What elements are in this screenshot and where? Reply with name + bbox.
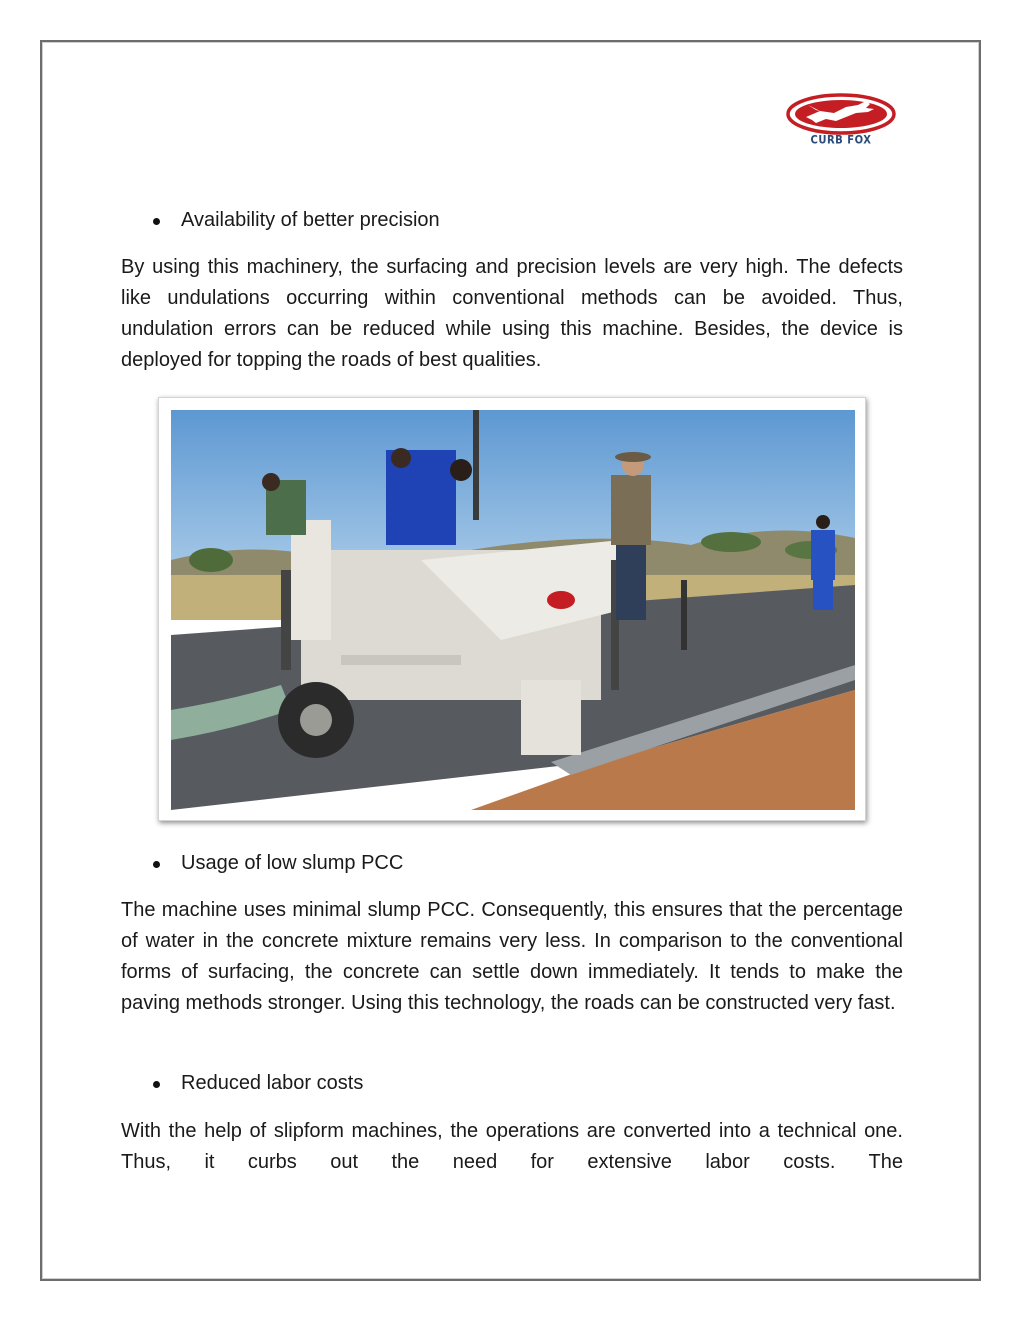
bullet-dot-icon <box>153 1081 160 1088</box>
curb-fox-logo <box>786 93 896 153</box>
logo-wordmark: CURB FOX <box>810 134 872 147</box>
fox-emblem-icon <box>786 93 896 135</box>
bullet-text: Reduced labor costs <box>181 1072 364 1094</box>
paragraph-precision: By using this machinery, the surfacing and precision levels are very high. The defects like undulations occurring within conventional methods can be avoided. Thus, undulation errors can be reduced while using this machine. Besides, the device is deployed for topping the roads of best qualities. <box>121 256 903 371</box>
bullet-dot-icon <box>153 861 160 868</box>
bullet-text: Availability of better precision <box>181 209 440 231</box>
slipform-machine-photo <box>171 410 855 810</box>
paragraph-slump: The machine uses minimal slump PCC. Consequently, this ensures that the percentage of water in the concrete mixture remains very less. In comparison to the conventional forms of surfacing, the concrete can settle down immediately. It tends to make the paving methods stronger. Using this technology, the roads can be constructed very fast. <box>121 899 903 1014</box>
bullet-text: Usage of low slump PCC <box>181 852 404 874</box>
bullet-dot-icon <box>153 218 160 225</box>
photo-frame <box>158 397 866 821</box>
paragraph-labor: With the help of slipform machines, the operations are converted into a technical one. Thus, it curbs out the need for extensive labor costs. The <box>121 1120 903 1173</box>
